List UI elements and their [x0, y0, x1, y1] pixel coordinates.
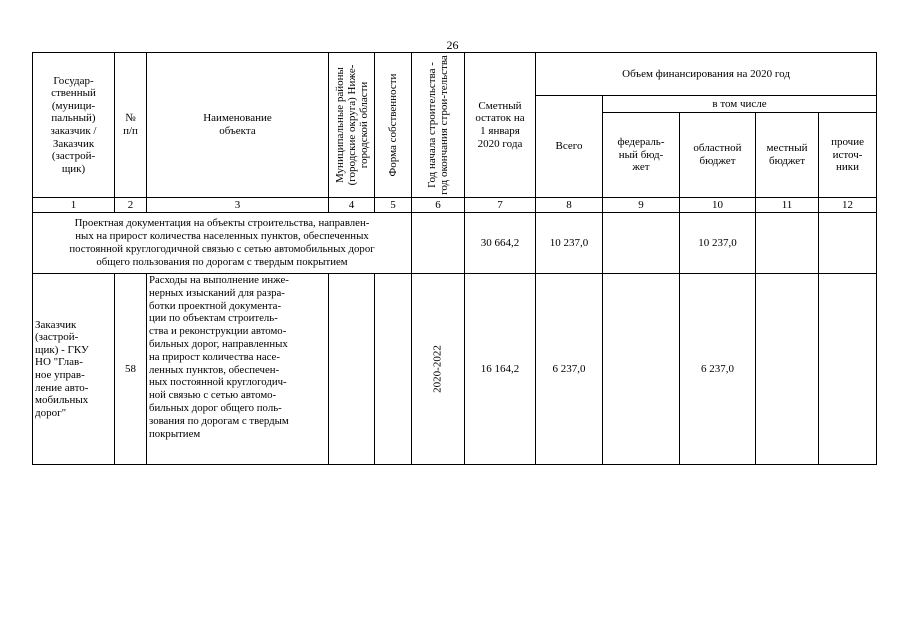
- funding-table: [32, 52, 877, 465]
- column-number: 2: [115, 198, 147, 213]
- item-total: 6 237,0: [536, 274, 603, 465]
- item-estimate: 16 164,2: [465, 274, 536, 465]
- item-number: 58: [115, 274, 147, 465]
- summary-federal: [603, 213, 680, 274]
- header-regional: областной бюджет: [680, 113, 756, 198]
- summary-regional: 10 237,0: [680, 213, 756, 274]
- header-other: прочие источ- ники: [819, 113, 877, 198]
- item-federal: [603, 274, 680, 465]
- header-federal: федераль- ный бюд- жет: [603, 113, 680, 198]
- item-local: [756, 274, 819, 465]
- item-object-name: Расходы на выполнение инже- нерных изысканий для разра- ботки проектной документа- ции по объектам строитель- ства и реконструкции автомо- бильных дорог, направленных на прирост количества насе- ленных пунктов, обеспечен- ных постоянной круглогодич- ной связью с сетью автомо- бильных дорог общего поль- зования по дорогам с твердым покрытием: [147, 274, 329, 465]
- page-number: 26: [446, 38, 459, 52]
- header-estimate: Сметный остаток на 1 января 2020 года: [465, 53, 536, 198]
- summary-label: Проектная документация на объекты строительства, направлен- ных на прирост количества населенных пунктов, обеспеченных постоянной круглогодичной связью с сетью автомобильных дорог общего пользования по дорогам с твердым покрытием: [33, 213, 412, 274]
- header-including: в том числе: [603, 96, 877, 113]
- column-number: 7: [465, 198, 536, 213]
- header-local: местный бюджет: [756, 113, 819, 198]
- header-funding-volume: Объем финансирования на 2020 год: [536, 53, 877, 96]
- column-number: 12: [819, 198, 877, 213]
- summary-local: [756, 213, 819, 274]
- item-customer: Заказчик (застрой- щик) - ГКУ НО "Глав- ное управ- ление авто- мобильных дорог": [33, 274, 115, 465]
- item-other: [819, 274, 877, 465]
- header-municipality: Муниципальные районы (городские округа) Ниже-городской области: [329, 53, 375, 198]
- header-years: Год начала строительства - год окончания строи-тельства: [412, 53, 465, 198]
- column-number: 6: [412, 198, 465, 213]
- column-numbers-row: [33, 198, 877, 213]
- summary-total: 10 237,0: [536, 213, 603, 274]
- header-total: Всего: [536, 96, 603, 198]
- summary-years: [412, 213, 465, 274]
- column-number: 1: [33, 198, 115, 213]
- column-number: 4: [329, 198, 375, 213]
- item-municipality: [329, 274, 375, 465]
- column-number: 5: [375, 198, 412, 213]
- header-ownership: Форма собственности: [375, 53, 412, 198]
- summary-other: [819, 213, 877, 274]
- column-number: 11: [756, 198, 819, 213]
- column-number: 10: [680, 198, 756, 213]
- item-ownership: [375, 274, 412, 465]
- item-regional: 6 237,0: [680, 274, 756, 465]
- header-customer: Государ- ственный (муници- пальный) заказчик / Заказчик (застрой- щик): [33, 53, 115, 198]
- header-object-name: Наименование объекта: [147, 53, 329, 198]
- column-number: 3: [147, 198, 329, 213]
- table-row: [33, 274, 877, 465]
- column-number: 9: [603, 198, 680, 213]
- summary-estimate: 30 664,2: [465, 213, 536, 274]
- item-years: 2020-2022: [412, 274, 465, 465]
- column-number: 8: [536, 198, 603, 213]
- summary-row: [33, 213, 877, 274]
- header-number: № п/п: [115, 53, 147, 198]
